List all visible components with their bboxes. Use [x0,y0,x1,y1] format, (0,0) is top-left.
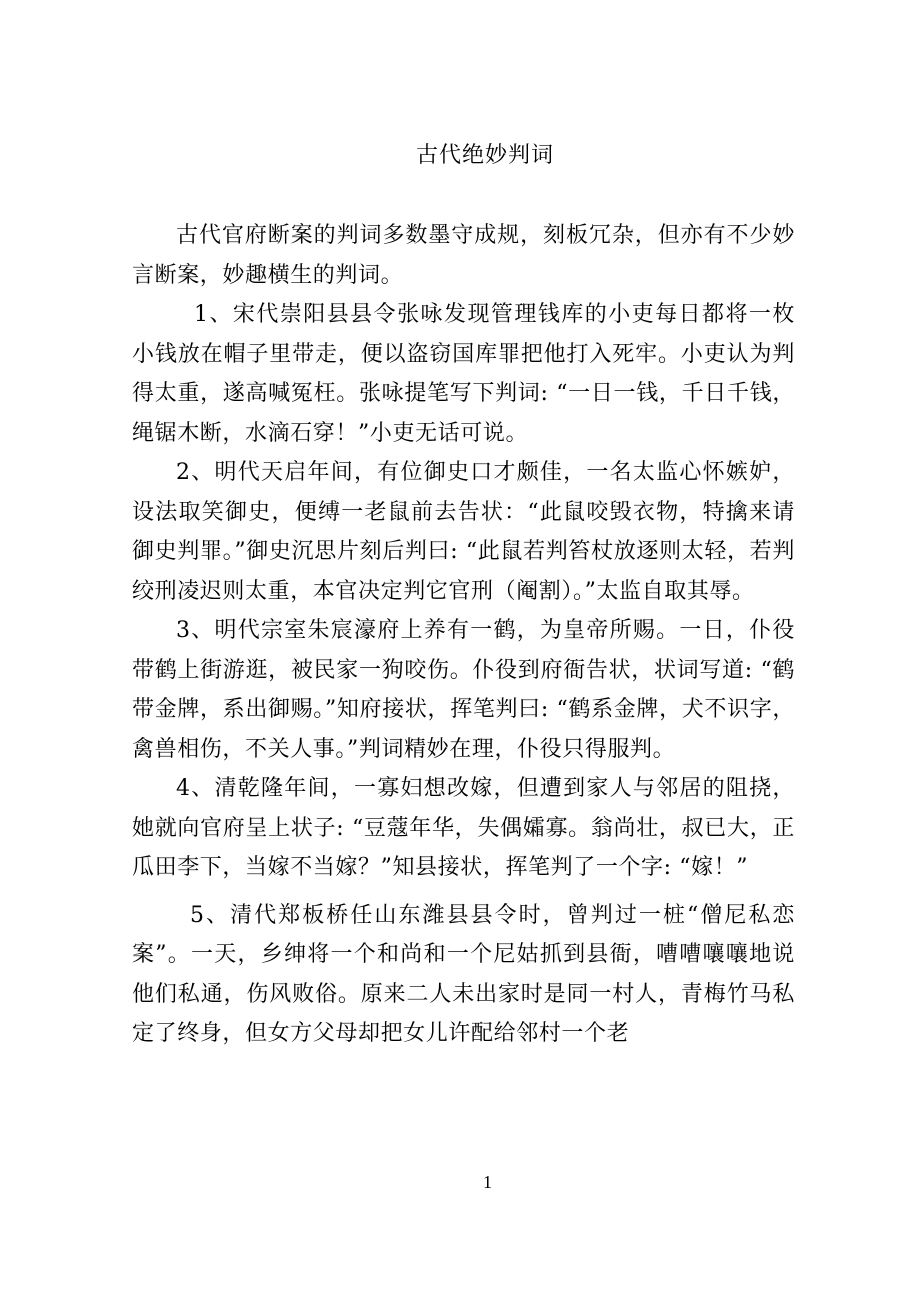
case-1-paragraph: 1、宋代崇阳县县令张咏发现管理钱库的小吏每日都将一枚小钱放在帽子里带走，便以盗窃国库罪把他打入死牢。小吏认为判得太重，遂高喊冤枉。张咏提笔写下判词: “一日一钱，千日千钱，绳锯木断，水滴石穿！”小吏无话可说。 [132,302,795,446]
case-2-paragraph: 2、明代天启年间，有位御史口才颇佳，一名太监心怀嫉妒，设法取笑御史，便缚一老鼠前去告状：“此鼠咬毁衣物，特擒来请御史判罪。”御史沉思片刻后判曰: “此鼠若判笞杖放逐则太轻，若判绞刑凌迟则太重，本官决定判它官刑（阉割）。”太监自取其辱。 [132,460,795,604]
case-3-paragraph: 3、明代宗室朱宸濠府上养有一鹤，为皇帝所赐。一日，仆役带鹤上街游逛，被民家一狗咬伤。仆役到府衙告状，状词写道: “鹤带金牌，系出御赐。”知府接状，挥笔判曰: “鹤系金牌，犬不识字，禽兽相伤，不关人事。”判词精妙在理，仆役只得服判。 [132,618,795,762]
case-4-paragraph: 4、清乾隆年间，一寡妇想改嫁，但遭到家人与邻居的阻挠，她就向官府呈上状子: “豆蔻年华，失偶孀寡。翁尚壮，叔已大，正瓜田李下，当嫁不当嫁？”知县接状，挥笔判了一个字: “嫁！” [132,776,795,880]
document-body [132,216,795,1054]
case-5-paragraph: 5、清代郑板桥任山东潍县县令时，曾判过一桩“僧尼私恋案”。一天，乡绅将一个和尚和一个尼姑抓到县衙，嘈嘈嚷嚷地说他们私通，伤风败俗。原来二人未出家时是同一村人，青梅竹马私定了终身，但女方父母却把女儿许配给邻村一个老 [132,902,795,1046]
document-title: 古代绝妙判词 [415,143,554,168]
intro-paragraph: 古代官府断案的判词多数墨守成规，刻板冗杂，但亦有不少妙言断案，妙趣横生的判词。 [132,223,795,288]
page-number: 1 [483,1172,492,1192]
